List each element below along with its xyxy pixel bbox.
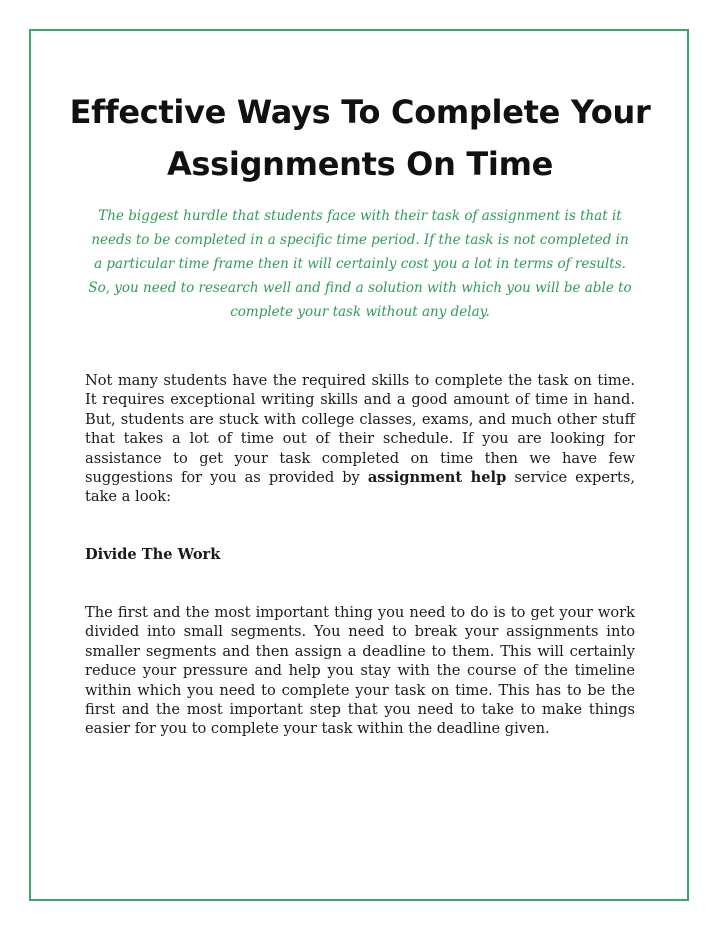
- paragraph-1-text-before: Not many students have the required skills to complete the task on time. It requires exceptional writing skills and a good amount of time in hand. But, students are stuck with college classes, exams, and much other stuff that takes a lot of time out of their schedule. If you are looking for assistance to get your task completed on time then we have few suggestions for you as provided by: [85, 372, 635, 487]
- body-paragraph-2: The first and the most important thing you need to do is to get your work divided into small segments. You need to break your assignments into smaller segments and then assign a deadline to them. This will certainly reduce your pressure and help you stay with the course of the timeline within which you need to complete your task on time. This has to be the first and the most important step that you need to take to make things easier for you to complete your task within the deadline given.: [85, 604, 635, 738]
- intro-paragraph: The biggest hurdle that students face with their task of assignment is that it needs to be completed in a specific time period. If the task is not completed in a particular time frame then it will certainly cost you a lot in terms of results. So, you need to research well and find a solution with which you will be able to complete your task without any delay.: [88, 208, 632, 320]
- body-paragraph-1: [85, 371, 635, 507]
- document-title: Effective Ways To Complete Your Assignments On Time: [69, 93, 651, 183]
- section-heading-divide-the-work: Divide The Work: [85, 546, 221, 563]
- paragraph-1-text-after: service experts, take a look:: [85, 469, 635, 506]
- assignment-help-link-text: assignment help: [367, 469, 507, 487]
